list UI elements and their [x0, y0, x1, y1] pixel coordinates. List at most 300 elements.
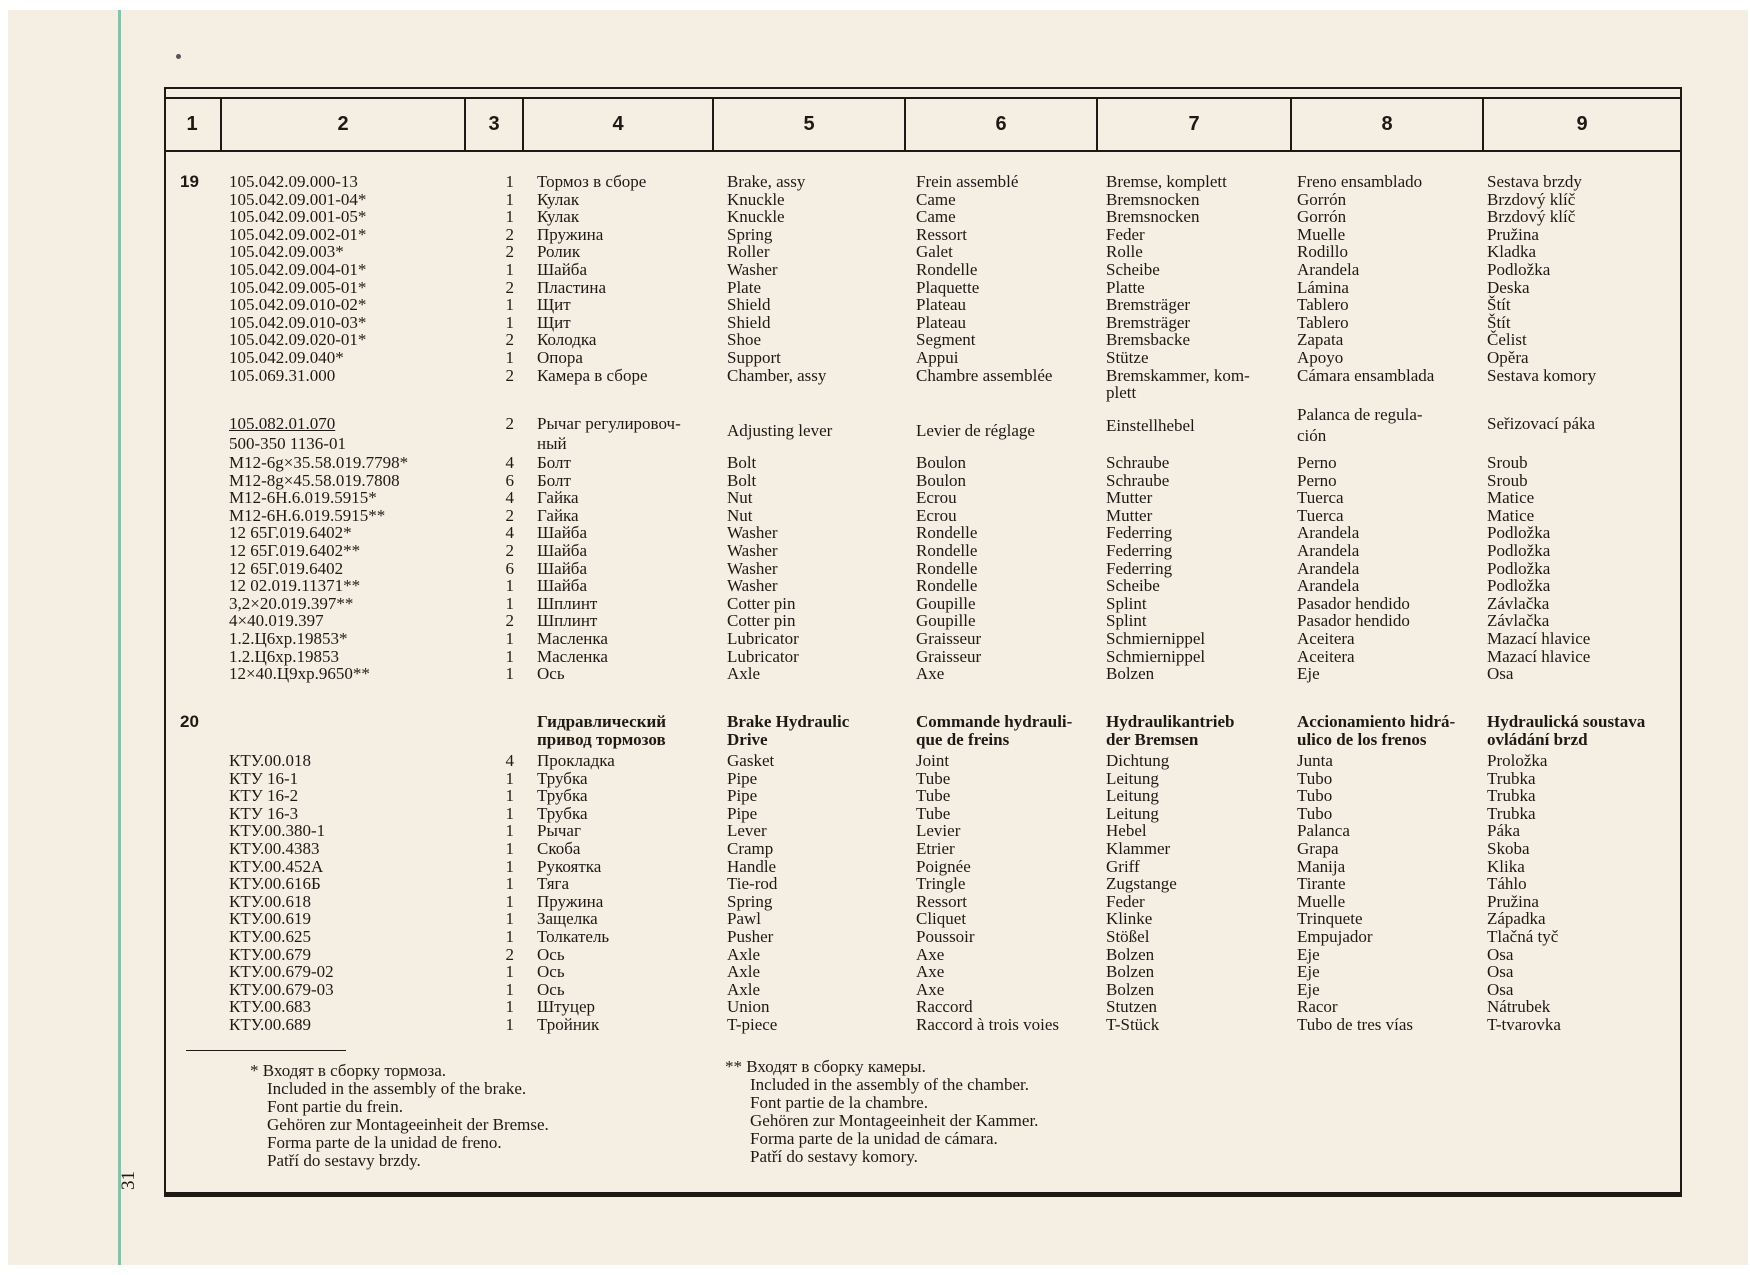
name-de: Mutter: [1106, 505, 1153, 525]
name-en: Lubricator: [727, 629, 799, 648]
name-ru: Рычаг: [537, 821, 581, 841]
name-cs: Sestava brzdy: [1487, 172, 1582, 191]
name-de: Griff: [1106, 856, 1140, 876]
name-de: Splint: [1106, 611, 1147, 631]
name-en: Union: [727, 997, 770, 1017]
name-ru: Ролик: [537, 242, 581, 262]
footnote-line: Gehören zur Montageeinheit der Kammer.: [750, 1111, 1039, 1130]
part-code: М12-6Н.6.019.5915**: [229, 505, 386, 525]
quantity: 1: [505, 1015, 514, 1034]
name-de: Federring: [1106, 541, 1173, 560]
name-cs: Pružina: [1487, 891, 1539, 911]
name-cs: Podložka: [1487, 260, 1551, 279]
name-ru: Пружина: [537, 891, 604, 911]
name-en: Cotter pin: [727, 611, 796, 631]
name-fr: Rondelle: [916, 558, 978, 578]
name-en: T-piece: [727, 1015, 778, 1034]
name-ru: Шайба: [537, 523, 587, 543]
name-fr: Graisseur: [916, 646, 982, 666]
name-ru: Масленка: [537, 646, 608, 666]
name-fr: Axe: [916, 979, 945, 999]
print-dot: [176, 54, 181, 59]
name-es: Tubo: [1297, 786, 1333, 806]
name-de: Federring: [1106, 523, 1173, 543]
name-es: Freno ensamblado: [1297, 172, 1423, 191]
name-de: Schmiernippel: [1106, 646, 1206, 666]
name-cs: Klika: [1487, 856, 1525, 876]
name-cs: Sroub: [1487, 470, 1528, 490]
quantity: 1: [505, 312, 514, 332]
name-es: Arandela: [1297, 541, 1360, 560]
quantity: 1: [505, 172, 514, 191]
footnote-line: Gehören zur Montageeinheit der Bremse.: [267, 1115, 549, 1134]
name-es: Aceitera: [1297, 646, 1355, 666]
part-code: М12-6Н.6.019.5915*: [229, 488, 377, 508]
name-de: plett: [1106, 383, 1137, 403]
name-cs: Trubka: [1487, 803, 1536, 823]
quantity: 1: [505, 979, 514, 999]
name-fr: Etrier: [916, 839, 955, 858]
name-ru: Штуцер: [537, 997, 595, 1017]
name-de: Stütze: [1106, 348, 1149, 367]
name-en: Washer: [727, 523, 778, 543]
quantity: 1: [505, 348, 514, 367]
name-es: Aceitera: [1297, 629, 1355, 648]
name-en: Knuckle: [727, 207, 785, 227]
name-fr: Chambre assemblée: [916, 365, 1053, 385]
name-fr: Galet: [916, 242, 953, 262]
name-es: Palanca de regula-: [1297, 405, 1423, 424]
name-ru: Ось: [537, 664, 565, 684]
name-fr: Appui: [916, 348, 959, 367]
name-de: Bolzen: [1106, 962, 1155, 982]
heading-en-cont: Drive: [727, 730, 768, 749]
name-es: Lámina: [1297, 277, 1349, 297]
quantity: 2: [505, 242, 514, 262]
part-code: 105.042.09.003*: [229, 242, 344, 262]
name-fr: Ressort: [916, 224, 967, 244]
name-ru: Толкатель: [537, 927, 610, 946]
name-fr: Axe: [916, 664, 945, 684]
name-en: Nut: [727, 505, 753, 525]
quantity: 1: [505, 189, 514, 209]
quantity: 2: [505, 611, 514, 631]
name-ru: Камера в сборе: [537, 365, 648, 385]
name-de: Klinke: [1106, 909, 1153, 929]
name-de: Bolzen: [1106, 979, 1155, 999]
name-es: Empujador: [1297, 927, 1373, 946]
name-cs: Skoba: [1487, 839, 1530, 858]
name-de: Bremskammer, kom-: [1106, 365, 1250, 385]
quantity: 2: [505, 330, 514, 350]
footnote-line: Patří do sestavy brzdy.: [267, 1151, 421, 1170]
name-ru: Шайба: [537, 541, 587, 560]
name-fr: Goupille: [916, 611, 976, 631]
name-fr: Segment: [916, 330, 976, 350]
name-fr: Plateau: [916, 295, 967, 315]
name-de: Mutter: [1106, 488, 1153, 508]
name-ru: Щит: [537, 312, 571, 332]
name-es: Eje: [1297, 664, 1320, 684]
part-code: 12 65Г.019.6402: [229, 558, 344, 578]
name-en: Pawl: [727, 909, 761, 929]
name-cs: Čelist: [1487, 330, 1527, 350]
name-fr: Tringle: [916, 874, 966, 894]
name-es: Pasador hendido: [1297, 611, 1410, 631]
name-es: Tuerca: [1297, 488, 1344, 508]
name-fr: Raccord: [916, 997, 973, 1017]
name-en: Shield: [727, 295, 771, 315]
heading-de: Hydraulikantrieb: [1106, 712, 1235, 731]
footnote-line: Included in the assembly of the chamber.: [750, 1075, 1029, 1094]
name-de: Bolzen: [1106, 664, 1155, 684]
name-en: Lubricator: [727, 646, 799, 666]
name-ru: Скоба: [537, 839, 581, 858]
name-ru: Гайка: [537, 488, 579, 508]
name-ru: Пружина: [537, 224, 604, 244]
name-fr: Levier de réglage: [916, 421, 1035, 440]
part-code: 105.042.09.040*: [229, 348, 344, 367]
name-de: Stößel: [1106, 927, 1150, 946]
part-code: КТУ.00.679: [229, 944, 311, 964]
part-code: 12 65Г.019.6402*: [229, 523, 352, 543]
name-cs: Nátrubek: [1487, 997, 1551, 1017]
header-col-6: 6: [995, 113, 1007, 135]
footnote-line: ** Входят в сборку камеры.: [725, 1057, 926, 1076]
footnote-line: * Входят в сборку тормоза.: [250, 1061, 447, 1080]
name-de: Splint: [1106, 593, 1147, 613]
name-ru: Тяга: [537, 874, 570, 894]
name-ru: Защелка: [537, 909, 598, 929]
part-code-alt: 500-350 1136-01: [229, 434, 346, 453]
part-code: 3,2×20.019.397**: [229, 593, 354, 613]
quantity: 2: [505, 224, 514, 244]
quantity: 1: [505, 962, 514, 982]
part-code: 1.2.Ц6хр.19853*: [229, 629, 348, 648]
name-es: Muelle: [1297, 224, 1346, 244]
name-cs: Deska: [1487, 277, 1530, 297]
part-code: КТУ 16-3: [229, 803, 299, 823]
name-de: Leitung: [1106, 768, 1159, 788]
name-de: Rolle: [1106, 242, 1143, 262]
part-code: М12-6g×35.58.019.7798*: [229, 453, 409, 472]
quantity: 2: [505, 365, 514, 385]
name-cs: Pružina: [1487, 224, 1539, 244]
name-en: Pusher: [727, 927, 774, 946]
quantity: 1: [505, 593, 514, 613]
name-de: Klammer: [1106, 839, 1171, 858]
table-header: [164, 97, 1682, 152]
name-es: Arandela: [1297, 523, 1360, 543]
quantity: 1: [505, 646, 514, 666]
name-de: Hebel: [1106, 821, 1147, 841]
name-en: Lever: [727, 821, 767, 841]
heading-es-cont: ulico de los frenos: [1297, 730, 1427, 749]
name-fr: Rondelle: [916, 523, 978, 543]
name-cs: Štít: [1487, 312, 1511, 332]
page-number: 31: [118, 1171, 139, 1190]
name-cs: Osa: [1487, 944, 1514, 964]
part-code: КТУ 16-1: [229, 768, 299, 788]
header-col-8: 8: [1381, 113, 1393, 135]
section-number: 20: [180, 712, 199, 731]
part-code: КТУ.00.018: [229, 751, 311, 770]
name-ru: Щит: [537, 295, 571, 315]
name-ru: Опора: [537, 348, 583, 367]
part-code: КТУ.00.689: [229, 1015, 311, 1034]
part-code: 105.082.01.070: [229, 414, 336, 433]
name-es: Perno: [1297, 470, 1337, 490]
part-code: 105.042.09.010-03*: [229, 312, 367, 332]
name-cs: Matice: [1487, 505, 1535, 525]
quantity: 1: [505, 997, 514, 1017]
name-de: T-Stück: [1106, 1015, 1160, 1034]
name-de: Leitung: [1106, 786, 1159, 806]
name-cs: Osa: [1487, 979, 1514, 999]
name-es: Eje: [1297, 962, 1320, 982]
name-en: Roller: [727, 242, 770, 262]
name-fr: Frein assemblé: [916, 172, 1019, 191]
part-code: 1.2.Ц6хр.19853: [229, 646, 340, 666]
part-code: 105.042.09.005-01*: [229, 277, 367, 297]
name-es: Arandela: [1297, 558, 1360, 578]
name-de: Schmiernippel: [1106, 629, 1206, 648]
name-de: Stutzen: [1106, 997, 1157, 1017]
name-de: Federring: [1106, 558, 1173, 578]
quantity: 1: [505, 295, 514, 315]
name-cs: Proložka: [1487, 751, 1548, 770]
name-en: Handle: [727, 856, 777, 876]
name-es: Rodillo: [1297, 242, 1349, 262]
name-en: Axle: [727, 664, 761, 684]
name-fr: Levier: [916, 821, 961, 841]
name-fr: Axe: [916, 944, 945, 964]
part-code: 12×40.Ц9хр.9650**: [229, 664, 370, 684]
name-ru: Трубка: [537, 803, 588, 823]
quantity: 2: [505, 505, 514, 525]
name-ru: Гайка: [537, 505, 579, 525]
name-cs: Osa: [1487, 664, 1514, 684]
name-es: Tablero: [1297, 312, 1349, 332]
name-fr: Tube: [916, 768, 951, 788]
part-code: 105.042.09.010-02*: [229, 295, 367, 315]
heading-ru-cont: привод тормозов: [537, 730, 666, 749]
part-code: 105.042.09.000-13: [229, 172, 358, 191]
header-col-1: 1: [186, 113, 198, 135]
name-ru: Ось: [537, 944, 565, 964]
name-fr: Rondelle: [916, 576, 978, 596]
name-es: Trinquete: [1297, 909, 1363, 929]
quantity: 1: [505, 629, 514, 648]
name-en: Cramp: [727, 839, 774, 858]
part-code: 105.042.09.004-01*: [229, 260, 367, 279]
name-es: Junta: [1297, 751, 1333, 770]
name-es: Zapata: [1297, 330, 1344, 350]
quantity: 1: [505, 839, 514, 858]
name-ru-cont: ный: [537, 434, 567, 453]
name-ru: Рычаг регулировоч-: [537, 414, 681, 433]
quantity: 2: [505, 277, 514, 297]
name-fr: Came: [916, 207, 956, 227]
part-code: КТУ.00.679-03: [229, 979, 334, 999]
name-cs: Brzdový klíč: [1487, 189, 1576, 209]
name-cs: Brzdový klíč: [1487, 207, 1576, 227]
name-en: Bolt: [727, 470, 757, 490]
name-en: Pipe: [727, 803, 758, 823]
name-cs: Mazací hlavice: [1487, 646, 1591, 666]
quantity: 1: [505, 207, 514, 227]
section-number: 19: [180, 172, 199, 191]
part-code: 105.069.31.000: [229, 365, 336, 385]
name-cs: Podložka: [1487, 558, 1551, 578]
quantity: 1: [505, 803, 514, 823]
name-cs: Závlačka: [1487, 611, 1550, 631]
name-en: Washer: [727, 260, 778, 279]
name-ru: Прокладка: [537, 751, 615, 770]
name-en: Adjusting lever: [727, 421, 833, 440]
name-cs: Matice: [1487, 488, 1535, 508]
name-cs: Trubka: [1487, 786, 1536, 806]
quantity: 1: [505, 576, 514, 596]
part-code: КТУ.00.4383: [229, 839, 320, 858]
name-de: Bremse, komplett: [1106, 172, 1227, 191]
name-de: Feder: [1106, 224, 1145, 244]
part-code: 105.042.09.001-05*: [229, 207, 367, 227]
quantity: 4: [505, 751, 514, 770]
name-en: Axle: [727, 962, 761, 982]
name-en: Axle: [727, 944, 761, 964]
name-ru: Трубка: [537, 768, 588, 788]
quantity: 1: [505, 786, 514, 806]
header-col-9: 9: [1576, 113, 1588, 135]
quantity: 4: [505, 488, 514, 508]
heading-fr-cont: que de freins: [916, 730, 1010, 749]
name-fr: Tube: [916, 803, 951, 823]
name-fr: Poussoir: [916, 927, 975, 946]
name-cs: Podložka: [1487, 541, 1551, 560]
name-de: Leitung: [1106, 803, 1159, 823]
part-code: 105.042.09.002-01*: [229, 224, 367, 244]
name-es: Perno: [1297, 453, 1337, 472]
name-fr: Plateau: [916, 312, 967, 332]
header-col-4: 4: [612, 113, 624, 135]
part-code: КТУ.00.683: [229, 997, 311, 1017]
name-ru: Шплинт: [537, 611, 598, 631]
name-fr: Boulon: [916, 453, 967, 472]
name-cs: Podložka: [1487, 576, 1551, 596]
name-fr: Rondelle: [916, 541, 978, 560]
name-de: Bremsträger: [1106, 295, 1191, 315]
name-cs: Sroub: [1487, 453, 1528, 472]
quantity: 2: [505, 944, 514, 964]
quantity: 1: [505, 768, 514, 788]
name-fr: Cliquet: [916, 909, 967, 929]
header-col-3: 3: [488, 113, 500, 135]
name-es: Pasador hendido: [1297, 593, 1410, 613]
name-cs: Osa: [1487, 962, 1514, 982]
name-ru: Пластина: [537, 277, 607, 297]
name-de: Feder: [1106, 891, 1145, 911]
name-es: Gorrón: [1297, 207, 1347, 227]
name-cs: Tlačná tyč: [1487, 927, 1559, 946]
footnote-line: Forma parte de la unidad de cámara.: [750, 1129, 998, 1148]
part-code: КТУ.00.380-1: [229, 821, 326, 841]
name-es: Tuerca: [1297, 505, 1344, 525]
name-es: Eje: [1297, 979, 1320, 999]
name-en: Shoe: [727, 330, 761, 350]
name-de: Einstellhebel: [1106, 416, 1195, 435]
heading-fr: Commande hydrauli-: [916, 712, 1073, 731]
name-en: Shield: [727, 312, 771, 332]
name-ru: Шайба: [537, 260, 587, 279]
name-ru: Ось: [537, 962, 565, 982]
name-en: Plate: [727, 277, 761, 297]
quantity: 2: [505, 414, 514, 433]
name-en: Knuckle: [727, 189, 785, 209]
header-col-2: 2: [337, 113, 349, 135]
name-en: Nut: [727, 488, 753, 508]
part-code: М12-8g×45.58.019.7808: [229, 470, 400, 490]
part-code: КТУ.00.616Б: [229, 874, 321, 894]
quantity: 1: [505, 260, 514, 279]
heading-ru: Гидравлический: [537, 712, 667, 731]
name-en: Pipe: [727, 768, 758, 788]
name-ru: Ось: [537, 979, 565, 999]
name-de: Platte: [1106, 277, 1145, 297]
name-fr: Ressort: [916, 891, 967, 911]
name-cs: Seřizovací páka: [1487, 414, 1596, 433]
name-de: Bremsbacke: [1106, 330, 1191, 350]
name-fr: Came: [916, 189, 956, 209]
quantity: 1: [505, 664, 514, 684]
name-en: Gasket: [727, 751, 775, 770]
header-col-5: 5: [803, 113, 815, 135]
part-code: КТУ.00.452А: [229, 856, 324, 876]
name-ru: Шайба: [537, 558, 587, 578]
footnote-line: Font partie du frein.: [267, 1097, 403, 1116]
name-cs: Sestava komory: [1487, 365, 1597, 385]
name-en: Bolt: [727, 453, 757, 472]
quantity: 1: [505, 874, 514, 894]
name-de: Zugstange: [1106, 874, 1177, 894]
name-cs: Podložka: [1487, 523, 1551, 543]
footnote-line: Patří do sestavy komory.: [750, 1147, 918, 1166]
name-es: Muelle: [1297, 891, 1346, 911]
name-fr: Plaquette: [916, 277, 980, 297]
name-de: Dichtung: [1106, 751, 1170, 770]
name-cs: Páka: [1487, 821, 1521, 841]
name-de: Scheibe: [1106, 260, 1160, 279]
name-de: Scheibe: [1106, 576, 1160, 596]
footnote-line: Included in the assembly of the brake.: [267, 1079, 527, 1098]
name-ru: Трубка: [537, 786, 588, 806]
name-ru: Болт: [537, 470, 571, 490]
name-es: Cámara ensamblada: [1297, 365, 1435, 385]
name-de: Schraube: [1106, 453, 1170, 472]
name-cs: Mazací hlavice: [1487, 629, 1591, 648]
name-es: Arandela: [1297, 576, 1360, 596]
quantity: 6: [505, 470, 514, 490]
name-en: Cotter pin: [727, 593, 796, 613]
quantity: 1: [505, 821, 514, 841]
name-es: Tubo de tres vías: [1297, 1015, 1414, 1034]
name-en: Spring: [727, 891, 773, 911]
name-ru: Колодка: [537, 330, 597, 350]
heading-cs-cont: ovládání brzd: [1487, 730, 1588, 749]
part-code: КТУ.00.679-02: [229, 962, 334, 982]
name-en: Axle: [727, 979, 761, 999]
header-col-7: 7: [1188, 113, 1200, 135]
